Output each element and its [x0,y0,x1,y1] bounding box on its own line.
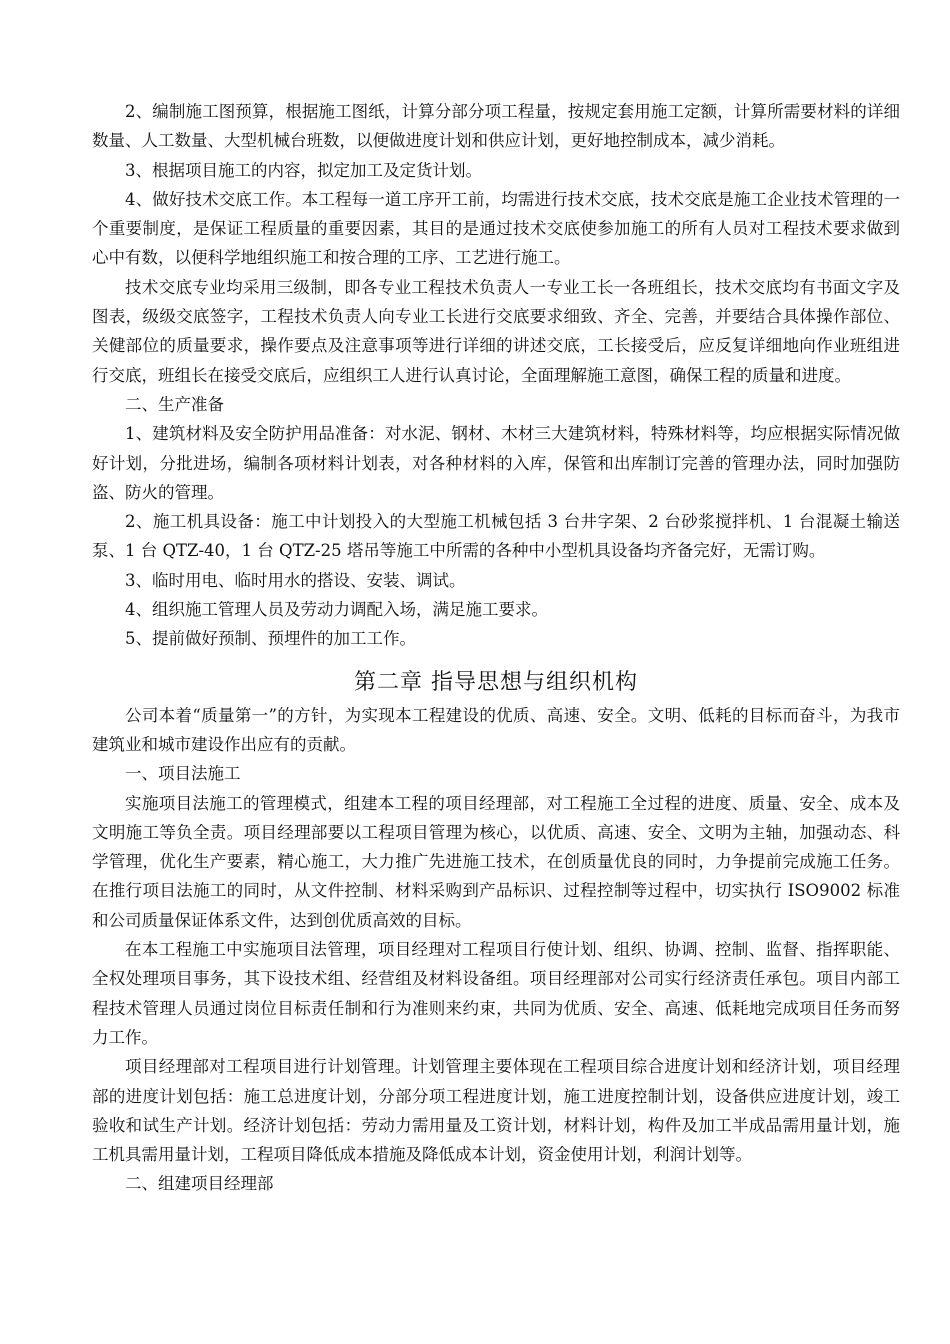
paragraph-three-level-briefing: 技术交底专业均采用三级制，即各专业工程技术负责人一专业工长一各班组长，技术交底均有书面文字及图表，级级交底签字，工程技术负责人向专业工长进行交底要求细致、齐全、完善，并要结合具体操作部位、关健部位的质量要求，操作要点及注意事项等进行详细的讲述交底，工长接受后，应反复详细地向作业班组进行交底，班组长在接受交底后，应组织工人进行认真讨论，全面理解施工意图，确保工程的质量和进度。 [92,277,900,385]
paragraph-staffing: 4、组织施工管理人员及劳动力调配入场，满足施工要求。 [125,600,548,620]
paragraph-prefab: 5、提前做好预制、预埋件的加工工作。 [125,629,416,649]
paragraph-machinery: 2、施工机具设备：施工中计划投入的大型施工机械包括 3 台井字架、2 台砂浆搅拌机、1 台混凝土输送泵、1 台 QTZ-40，1 台 QTZ-25 塔吊等施工中所需的各种中小型机具设备均齐备完好，无需订购。 [92,512,900,561]
paragraph-company-policy: 公司本着“质量第一”的方针，为实现本工程建设的优质、高速、安全。文明、低耗的目标而奋斗，为我市建筑业和城市建设作出应有的贡献。 [92,705,900,754]
paragraph-project-method: 实施项目法施工的管理模式，组建本工程的项目经理部，对工程施工全过程的进度、质量、安全、成本及文明施工等负全责。项目经理部要以工程项目管理为核心，以优质、高速、安全、文明为主轴，加强动态、科学管理，优化生产要素，精心施工，大力推广先进施工技术，在创质量优良的同时，力争提前完成施工任务。在推行项目法施工的同时，从文件控制、材料采购到产品标识、过程控制等过程中，切实执行 ISO9002 标准和公司质量保证体系文件，达到创优质高效的目标。 [92,793,900,930]
section-heading-production-prep: 二、生产准备 [125,394,224,414]
paragraph-tech-briefing: 4、做好技术交底工作。本工程每一道工序开工前，均需进行技术交底，技术交底是施工企业技术管理的一个重要制度，是保证工程质量的重要因素，其目的是通过技术交底使参加施工的所有人员对工程技术要求做到心中有数，以便科学地组织施工和按合理的工序、工艺进行施工。 [92,189,900,268]
paragraph-project-management: 在本工程施工中实施项目法管理，项目经理对工程项目行使计划、组织、协调、控制、监督、指挥职能、全权处理项目事务，其下设技术组、经营组及材料设备组。项目经理部对公司实行经济责任承包。项目内部工程技术管理人员通过岗位目标责任制和行为准则来约束，共同为优质、安全、高速、低耗地完成项目任务而努力工作。 [92,940,900,1047]
paragraph-materials: 1、建筑材料及安全防护用品准备：对水泥、钢材、木材三大建筑材料，特殊材料等，均应根据实际情况做好计划，分批进场，编制各项材料计划表，对各种材料的入库，保管和出库制订完善的管理办法，同时加强防盗、防火的管理。 [92,424,900,502]
chapter-title: 第二章 指导思想与组织机构 [354,669,638,695]
paragraph-budget: 2、编制施工图预算，根据施工图纸，计算分部分项工程量，按规定套用施工定额，计算所需要材料的详细数量、人工数量、大型机械台班数，以便做进度计划和供应计划，更好地控制成本，减少消耗。 [92,102,900,151]
section-heading-form-department: 二、组建项目经理部 [125,1174,274,1194]
paragraph-order-plan: 3、根据项目施工的内容，拟定加工及定货计划。 [125,160,482,180]
paragraph-temp-utilities: 3、临时用电、临时用水的搭设、安装、调试。 [125,570,466,590]
document-body [92,97,900,1199]
section-heading-project-method: 一、项目法施工 [125,764,241,784]
paragraph-planning: 项目经理部对工程项目进行计划管理。计划管理主要体现在工程项目综合进度计划和经济计划，项目经理部的进度计划包括：施工总进度计划，分部分项工程进度计划，施工进度控制计划，设备供应进度计划，竣工验收和试生产计划。经济计划包括：劳动力需用量及工资计划，材料计划，构件及加工半成品需用量计划，施工机具需用量计划，工程项目降低成本措施及降低成本计划，资金使用计划，利润计划等。 [92,1057,900,1165]
